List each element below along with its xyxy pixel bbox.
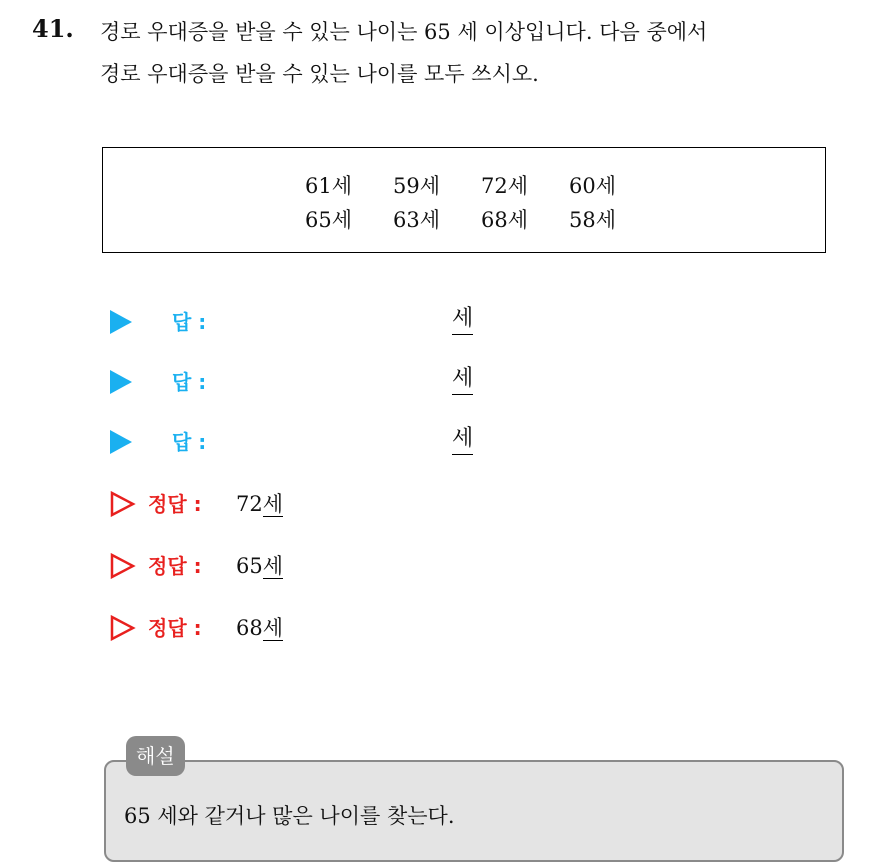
answer-row <box>0 364 884 400</box>
answer-label: 답 : <box>172 310 207 334</box>
correct-answer-row <box>0 610 884 646</box>
correct-answer-row <box>0 486 884 522</box>
answer-label: 답 : <box>172 430 207 454</box>
correct-answer-row <box>0 548 884 584</box>
choices-box <box>102 147 826 253</box>
answer-unit[interactable]: 세 <box>452 304 473 335</box>
answer-label: 답 : <box>172 370 207 394</box>
choice: 59세 <box>393 174 441 198</box>
explanation-tag: 해설 <box>126 736 185 776</box>
explanation-text: 65 세와 같거나 많은 나이를 찾는다. <box>124 804 455 828</box>
question-line-2: 경로 우대증을 받을 수 있는 나이를 모두 쓰시오. <box>100 62 539 86</box>
question-number: 41. <box>32 14 74 43</box>
correct-value: 72세 <box>236 492 284 516</box>
correct-label: 정답 : <box>148 616 202 640</box>
hollow-arrow-icon <box>110 491 136 517</box>
choice: 58세 <box>569 208 617 232</box>
correct-label: 정답 : <box>148 492 202 516</box>
choice: 68세 <box>481 208 529 232</box>
correct-value: 68세 <box>236 616 284 640</box>
play-arrow-icon <box>110 310 132 334</box>
correct-value: 65세 <box>236 554 284 578</box>
answer-unit[interactable]: 세 <box>452 424 473 455</box>
choice: 61세 <box>305 174 353 198</box>
question-line-1: 경로 우대증을 받을 수 있는 나이는 65 세 이상입니다. 다음 중에서 <box>100 20 708 44</box>
choice: 60세 <box>569 174 617 198</box>
choice: 63세 <box>393 208 441 232</box>
answer-row <box>0 424 884 460</box>
choice: 65세 <box>305 208 353 232</box>
answer-unit[interactable]: 세 <box>452 364 473 395</box>
play-arrow-icon <box>110 430 132 454</box>
correct-label: 정답 : <box>148 554 202 578</box>
choice: 72세 <box>481 174 529 198</box>
hollow-arrow-icon <box>110 615 136 641</box>
play-arrow-icon <box>110 370 132 394</box>
answer-row <box>0 304 884 340</box>
hollow-arrow-icon <box>110 553 136 579</box>
